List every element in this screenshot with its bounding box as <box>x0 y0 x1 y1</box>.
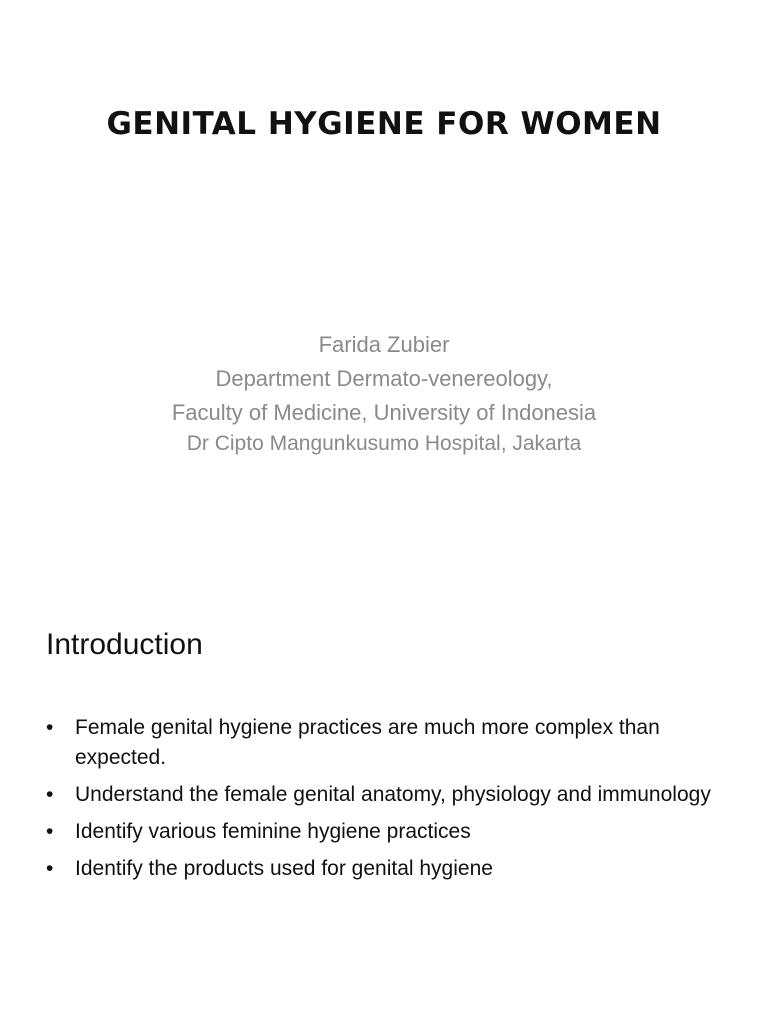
bullet-text: Identify the products used for genital hygiene <box>75 857 493 880</box>
bullet-text: Understand the female genital anatomy, physiology and immunology <box>75 783 711 806</box>
bullet-item <box>46 854 736 884</box>
introduction-slide <box>0 576 768 1024</box>
slide-heading: Introduction <box>46 628 203 661</box>
slide-subtitle <box>0 328 768 458</box>
bullet-icon: • <box>46 783 54 806</box>
bullet-text: Identify various feminine hygiene practices <box>75 820 471 843</box>
bullet-item <box>46 780 736 810</box>
hospital-line: Dr Cipto Mangunkusumo Hospital, Jakarta <box>186 432 582 455</box>
bullet-item <box>46 713 736 773</box>
bullet-text: Female genital hygiene practices are much more complex than expected. <box>75 716 660 769</box>
faculty-line: Faculty of Medicine, University of Indonesia <box>171 400 597 425</box>
bullet-list <box>46 713 736 891</box>
bullet-icon: • <box>46 857 54 880</box>
slide-title: GENITAL HYGIENE FOR WOMEN <box>106 106 662 142</box>
bullet-icon: • <box>46 716 54 739</box>
bullet-item <box>46 817 736 847</box>
department-line: Department Dermato-venereology, <box>215 366 553 391</box>
author-name: Farida Zubier <box>318 332 450 357</box>
bullet-icon: • <box>46 820 54 843</box>
